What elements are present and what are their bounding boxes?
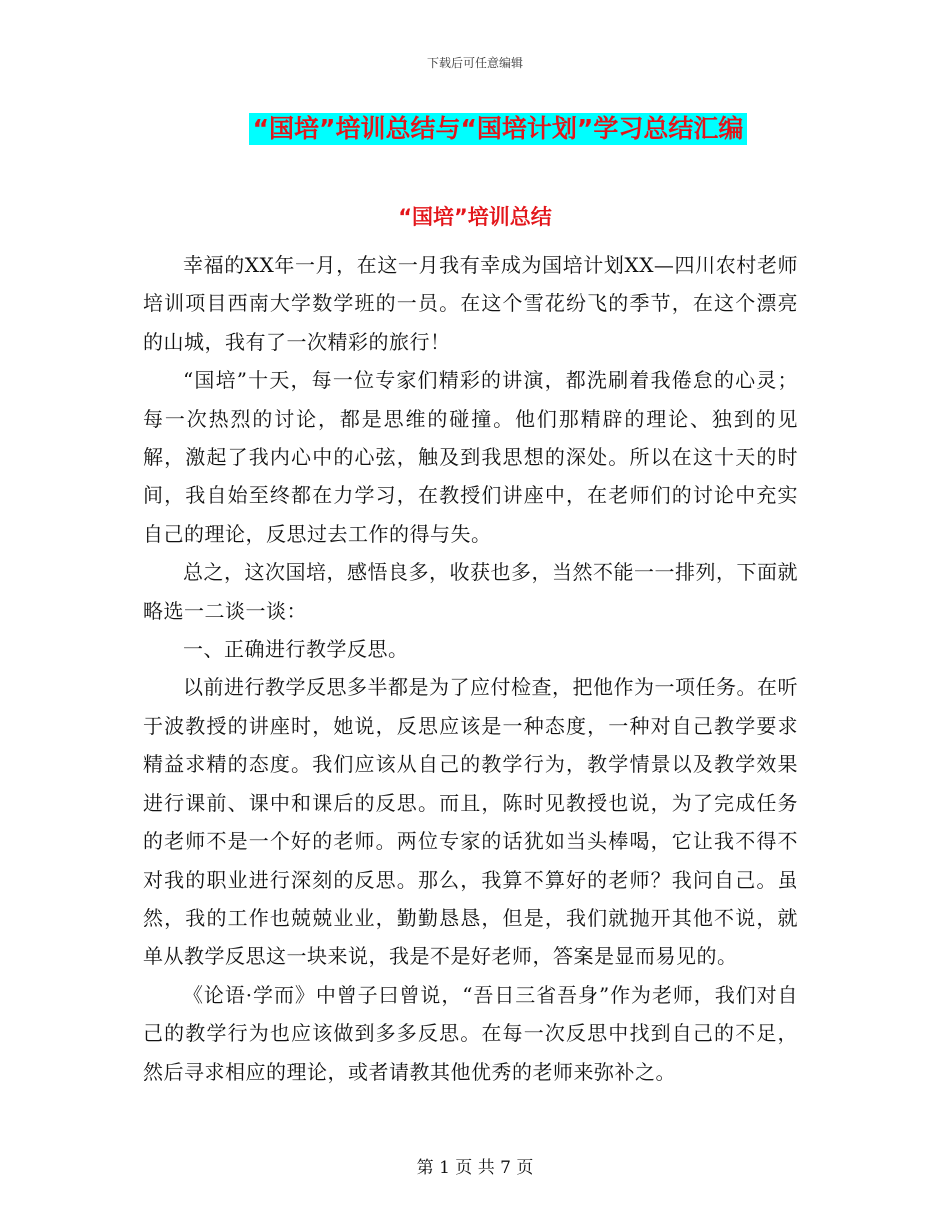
document-body: [143, 246, 798, 1091]
document-title: “国培”培训总结与“国培计划”学习总结汇编: [249, 113, 748, 145]
paragraph: 幸福的XX年一月，在这一月我有幸成为国培计划XX—四川农村老师培训项目西南大学数学班的一员。在这个雪花纷飞的季节，在这个漂亮的山城，我有了一次精彩的旅行！: [143, 253, 798, 354]
paragraph: 以前进行教学反思多半都是为了应付检查，把他作为一项任务。在听于波教授的讲座时，她说，反思应该是一种态度，一种对自己教学要求精益求精的态度。我们应该从自己的教学行为，教学情景以及教学效果进行课前、课中和课后的反思。而且，陈时见教授也说，为了完成任务的老师不是一个好的老师。两位专家的话犹如当头棒喝，它让我不得不对我的职业进行深刻的反思。那么，我算不算好的老师？我问自己。虽然，我的工作也兢兢业业，勤勤恳恳，但是，我们就抛开其他不说，就单从教学反思这一块来说，我是不是好老师，答案是显而易见的。: [143, 675, 798, 969]
page-number: 第 1 页 共 7 页: [416, 1158, 534, 1178]
document-title-container: [0, 113, 950, 145]
paragraph: 总之，这次国培，感悟良多，收获也多，当然不能一一排列，下面就略选一二谈一谈：: [143, 560, 798, 623]
header-note: 下载后可任意编辑: [426, 56, 523, 70]
section-title: “国培”培训总结: [398, 205, 552, 229]
paragraph: “国培”十天，每一位专家们精彩的讲演，都洗刷着我倦怠的心灵；每一次热烈的讨论，都是思维的碰撞。他们那精辟的理论、独到的见解，激起了我内心中的心弦，触及到我思想的深处。所以在这十天的时间，我自始至终都在力学习，在教授们讲座中，在老师们的讨论中充实自己的理论，反思过去工作的得与失。: [143, 368, 798, 546]
paragraph-heading: 一、正确进行教学反思。: [183, 637, 409, 662]
paragraph: 《论语·学而》中曾子曰曾说，“吾日三省吾身”作为老师，我们对自己的教学行为也应该做到多多反思。在每一次反思中找到自己的不足，然后寻求相应的理论，或者请教其他优秀的老师来弥补之。: [143, 982, 798, 1084]
